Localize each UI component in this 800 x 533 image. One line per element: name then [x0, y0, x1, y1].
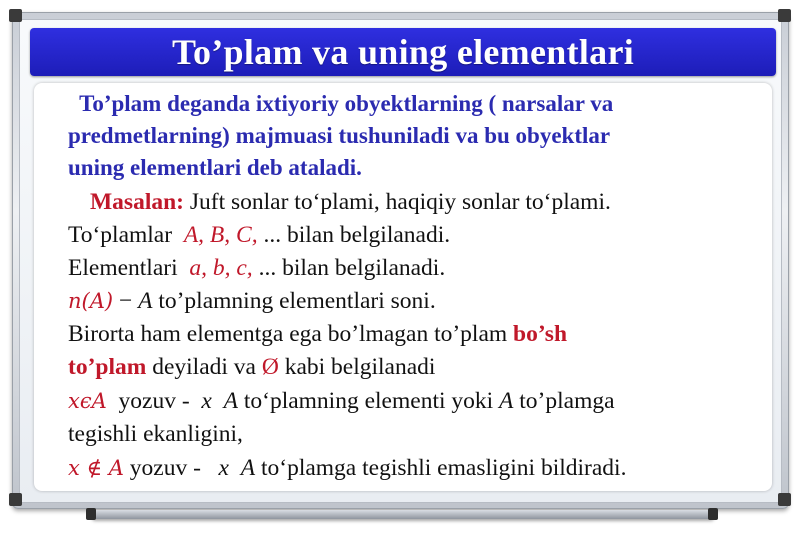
not-member-text-1: yozuv -: [123, 455, 219, 481]
corner-bracket-icon: [778, 493, 791, 506]
count-var: A: [138, 288, 153, 314]
not-member-a: A: [240, 455, 256, 481]
member-formula: xϵA: [68, 389, 107, 413]
not-member-x: x: [218, 455, 229, 481]
empty-set-term: bo’sh: [513, 321, 568, 347]
elements-suffix: ... bilan belgilanadi.: [252, 255, 446, 281]
sets-letters: A, B, C,: [183, 222, 258, 248]
corner-bracket-icon: [9, 9, 22, 22]
empty-set-end: kabi belgilanadi: [278, 354, 436, 380]
marker-tray: [92, 510, 714, 519]
sets-prefix: To‘plamlar: [68, 222, 184, 248]
intro-line-2: predmetlarning) majmuasi tushuniladi va bu obyektlar: [68, 123, 611, 148]
empty-set-line-2: [68, 354, 435, 381]
not-member-text-2: to‘plamga tegishli emasligini bildiradi.: [255, 455, 627, 481]
intro-line-3: uning elementlari deb ataladi.: [68, 155, 362, 180]
member-a2: A: [499, 388, 514, 414]
member-a: A: [223, 388, 238, 414]
member-gap: [212, 388, 224, 414]
not-member-formula: x ∉ A: [68, 456, 124, 480]
count-line: [68, 288, 436, 315]
member-text-1: yozuv -: [106, 388, 202, 414]
corner-bracket-icon: [9, 493, 22, 506]
empty-set-text-2: deyiladi va: [146, 354, 262, 380]
not-member-gap: [229, 455, 241, 481]
sets-line: [68, 222, 450, 249]
example-text: Juft sonlar to‘plami, haqiqiy sonlar to‘plami.: [184, 189, 611, 215]
count-formula: n(A): [68, 289, 114, 313]
slide-title: To’plam va uning elementlari: [171, 32, 635, 72]
sets-suffix: ... bilan belgilanadi.: [257, 222, 451, 248]
elements-prefix: Elementlari: [68, 255, 190, 281]
not-member-line: [68, 455, 626, 482]
member-line-2: tegishli ekanligini,: [68, 421, 243, 447]
elements-letters: a, b, c,: [189, 255, 253, 281]
empty-set-term-2: to’plam: [68, 354, 147, 380]
content-panel: [34, 83, 772, 491]
empty-set-line-1: [68, 321, 567, 348]
empty-set-symbol: Ø: [261, 354, 279, 380]
member-line-1: [68, 388, 615, 415]
elements-line: [68, 255, 445, 282]
count-dash: −: [113, 288, 139, 314]
tray-end-cap: [708, 508, 718, 520]
empty-set-text: Birorta ham elementga ega bo’lmagan to’plam: [68, 321, 514, 347]
title-bar: [30, 28, 776, 76]
intro-line-1: To’plam deganda ixtiyoriy obyektlarning ( narsalar va: [68, 91, 614, 116]
corner-bracket-icon: [778, 9, 791, 22]
member-text-3: to’plamga: [513, 388, 615, 414]
example-label: Masalan:: [90, 189, 184, 215]
member-x: x: [201, 388, 212, 414]
tray-end-cap: [86, 508, 96, 520]
member-text-2: to‘plamning elementi yoki: [237, 388, 500, 414]
count-text: to’plamning elementlari soni.: [152, 288, 436, 314]
example-line: [90, 189, 611, 216]
